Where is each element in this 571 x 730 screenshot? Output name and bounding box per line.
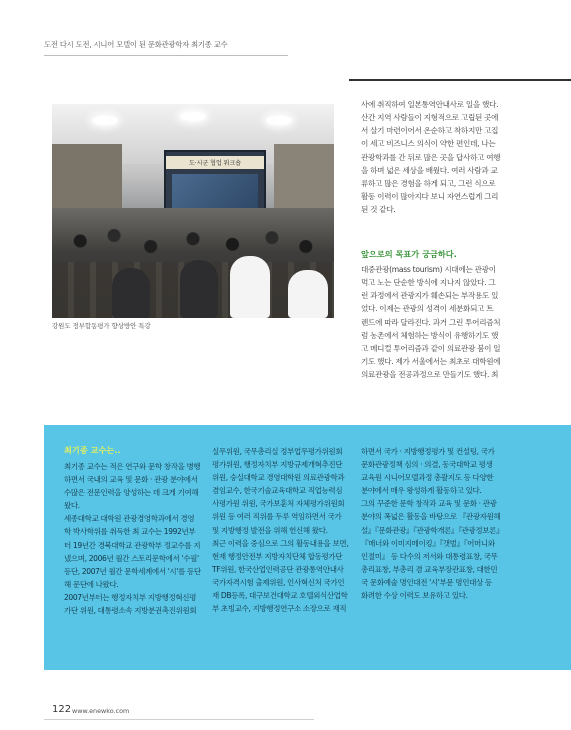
profile-column-3 <box>361 445 503 602</box>
attendee <box>230 256 270 318</box>
text-line: 『매너와 이미지메이킹』『갯벌』『어머니와 <box>361 538 495 548</box>
text-line: 실무위원, 국무총리실 정부업무평가위원회 <box>212 447 343 456</box>
text-line: 교육원 시니어모델과정 총괄지도 등 다양한 <box>361 473 494 483</box>
attendee <box>180 260 218 318</box>
profile-heading: 최기종 교수는.. <box>64 445 121 455</box>
running-header: 도전 다시 도전, 시니어 모델이 된 문화관광학자 최기종 교수 <box>44 40 228 49</box>
text-line: 및 지방행정 발전을 위해 헌신해 왔다. <box>212 525 328 535</box>
attendee <box>112 268 150 318</box>
profile-column-2 <box>212 445 348 615</box>
profile-column-1 <box>64 460 201 617</box>
attendee <box>288 270 328 318</box>
text-line: TF위원, 한국산업인력공단 관광통역안내사 <box>212 564 344 574</box>
text-line: 고 메디컬 투어리즘과 같이 의료관광 붐이 일 <box>361 343 501 353</box>
text-line: 었다. 이제는 관광의 성격이 세분화되고 트 <box>361 304 494 314</box>
text-line: 터 19년간 경북대학교 관광학부 정교수를 지 <box>64 540 201 550</box>
text-line: 등단, 2007년 월간 문학세계에서 '시'를 등단 <box>64 566 201 576</box>
text-line: 세종대학교 대학원 관광경영학과에서 경영 <box>64 514 195 524</box>
text-line: 인절미』 등 다수의 저서와 대통령표창, 국무 <box>361 551 498 561</box>
text-line: 런 과정에서 관광지가 훼손되는 부작용도 있 <box>361 291 499 301</box>
ceiling-light <box>266 116 292 125</box>
text-line: 하면서 국내의 교육 및 문화 · 관광 분야에서 <box>64 475 198 485</box>
text-line: 기도 했다. 제가 서울에서는 최초로 대학원에 <box>361 357 501 367</box>
text-line: 사에 취직하여 일본통역안내사로 일을 했다. <box>361 100 499 109</box>
text-line: 문화관광정책 심의 · 의결, 동국대학교 평생 <box>361 460 493 470</box>
ceiling-light <box>92 116 118 125</box>
text-line: 총리표창, 부총리 겸 교육부장관표창, 대한민 <box>361 564 498 574</box>
text-line: 겸임교수, 한국기술교육대학교 직업능력심 <box>212 486 343 496</box>
text-line: 사평가원 위원, 국가보훈처 자체평가위원회 <box>212 499 345 509</box>
screen-title: 도·시군 협업 워크숍 <box>188 160 242 167</box>
text-line: 왔다. <box>64 501 80 511</box>
text-line: 그의 꾸준한 문학 창작과 교육 및 문화 · 관광 <box>361 499 497 509</box>
text-line: 이 세고 비즈니스 의식이 약한 편인데, 나는 <box>361 139 496 149</box>
text-line: 분야에서 매우 왕성하게 활동하고 있다. <box>361 486 482 496</box>
footer-rule <box>44 719 314 720</box>
text-line: 평가위원, 행정자치부 지방규제개혁추진단 <box>212 460 343 470</box>
text-line: 된 것 같다. <box>361 205 396 215</box>
text-line: 설』『문화관광』『관광학개론』『관광정보론』 <box>361 525 504 535</box>
text-line: 하면서 국가 · 지방행정평가 및 컨설팅, 국가 <box>361 447 495 456</box>
ceiling-light <box>180 112 206 121</box>
text-line: 냈으며, 2006년 월간 스토리문학에서 '수필' <box>64 553 199 563</box>
text-line: 대중관광(mass tourism) 시대에는 관광이 <box>361 265 496 274</box>
text-line: 렌드에 따라 달라진다. 과거 그린 투어리즘처 <box>361 317 501 327</box>
photo-caption: 강원도 정부합동평가 향상방안 특강 <box>52 322 151 330</box>
text-line: 서 살기 마련이어서 온순하고 착하지만 고집 <box>361 126 499 136</box>
header-rule <box>44 55 288 56</box>
text-line: 산간 지역 사람들이 지형적으로 고립된 곳에 <box>361 113 499 123</box>
text-line: 화려한 수상 이력도 보유하고 있다. <box>361 591 468 601</box>
text-line: 가단 위원, 대통령소속 지방분권촉진위원회 <box>64 606 197 616</box>
right-column-text-bottom <box>361 263 521 381</box>
workshop-photo <box>52 104 334 318</box>
text-line: 학 박사학위를 취득한 최 교수는 1992년부 <box>64 527 196 537</box>
text-line: 관광학과를 간 뒤로 많은 곳을 답사하고 여행 <box>361 152 501 162</box>
text-line: 위원, 숭실대학교 경영대학원 의료관광학과 <box>212 473 345 483</box>
text-line: 분야의 폭넓은 활동을 바탕으로 『관광자원해 <box>361 512 501 522</box>
right-column-text-top <box>361 98 521 216</box>
text-line: 위원 등 여러 직위를 두루 역임하면서 국가 <box>212 512 342 522</box>
text-line: 2007년부터는 행정자치부 지방행정혁신평 <box>64 592 197 602</box>
text-line: 의료관광을 전공과정으로 만들기도 했다. 최 <box>361 370 499 380</box>
page-number: 122 <box>52 704 72 715</box>
column-top-rule <box>349 79 571 81</box>
text-line: 류하고 많은 경험을 하게 되고, 그런 식으로 <box>361 178 496 188</box>
text-line: 국 문화예술 명인대전 '시'부문 명인대상 등 <box>361 577 492 587</box>
text-line: 최근 이력을 중심으로 그의 활동내용을 보면, <box>212 538 349 548</box>
text-line: 수많은 전문인력을 양성하는 데 크게 기여해 <box>64 488 199 498</box>
question-heading: 앞으로의 목표가 궁금하다. <box>361 249 457 259</box>
website-url[interactable]: www.enewko.com <box>72 707 130 715</box>
text-line: 활동 이력이 많아지다 보니 자연스럽게 그리 <box>361 192 499 202</box>
text-line: 부 초빙교수, 지방행정연구소 소장으로 재직 <box>212 604 347 614</box>
text-line: 럼 농촌에서 체험하는 방식이 유행하기도 했 <box>361 330 499 340</box>
text-line: 재 DB등록, 대구보건대학교 호텔외식산업학 <box>212 591 348 601</box>
text-line: 을 하며 넓은 세상을 배웠다. 여러 사람과 교 <box>361 165 498 175</box>
text-line: 현재 행정안전부 지방자치단체 합동평가단 <box>212 551 343 561</box>
text-line: 해 문단에 나왔다. <box>64 579 119 589</box>
text-line: 최기종 교수는 적은 연구와 문학 창작을 병행 <box>64 462 201 471</box>
text-line: 국가자격시험 출제위원, 인사혁신처 국가인 <box>212 577 345 587</box>
text-line: 먹고 노는 단순한 방식에 지나지 않았다. 그 <box>361 278 496 288</box>
